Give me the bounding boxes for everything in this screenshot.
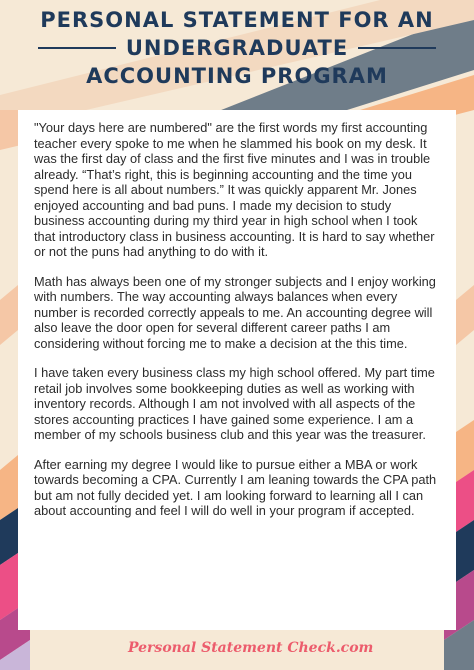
- statement-body: [18, 110, 456, 630]
- title-line-3: ACCOUNTING PROGRAM: [86, 64, 388, 88]
- brand-name: Personal Statement Check.com: [128, 640, 374, 656]
- paragraph-3: I have taken every business class my high school offered. My part time retail job involves some bookkeeping duties as well as working with inventory records. Although I am not involved with all aspects of the stores accounting practices I have gained some experience. I am a member of my schools business club and this year was the treasurer.: [34, 365, 435, 442]
- title-left-rule: [38, 47, 116, 49]
- paragraph-2: Math has always been one of my stronger subjects and I enjoy working with numbers. The way accounting always balances when every number is recorded correctly appeals to me. An accounting degree will also leave the door open for several different career paths I am considering without forcing me to make a decision at the this time.: [34, 273, 436, 351]
- title-line-1: PERSONAL STATEMENT FOR AN: [40, 8, 434, 32]
- paragraph-4: After earning my degree I would like to pursue either a MBA or work towards becoming a CPA. Currently I am leaning towards the CPA path but am not fully decided yet. I am looking forward to learning all I can about accounting and feel I will do well in your program if accepted.: [34, 456, 437, 518]
- title-line-2-row: [0, 34, 474, 62]
- paragraph-1: "Your days here are numbered" are the first words my first accounting teacher every spoke to me when he slammed his book on my desk. It was the first day of class and the first five minutes and I was in trouble already. “That’s right, this is beginning accounting and the time you spend here is all about numbers.” It was quickly apparent Mr. Jones enjoyed accounting and bad puns. I made my decision to study business accounting during my third year in high school when I took that introductory class in business accounting. It is hard to say whether or not the puns had anything to do with it.: [34, 120, 435, 259]
- document-title: [0, 6, 474, 90]
- title-line-2: UNDERGRADUATE: [125, 36, 349, 60]
- title-right-rule: [358, 47, 436, 49]
- brand-footer: [122, 632, 372, 664]
